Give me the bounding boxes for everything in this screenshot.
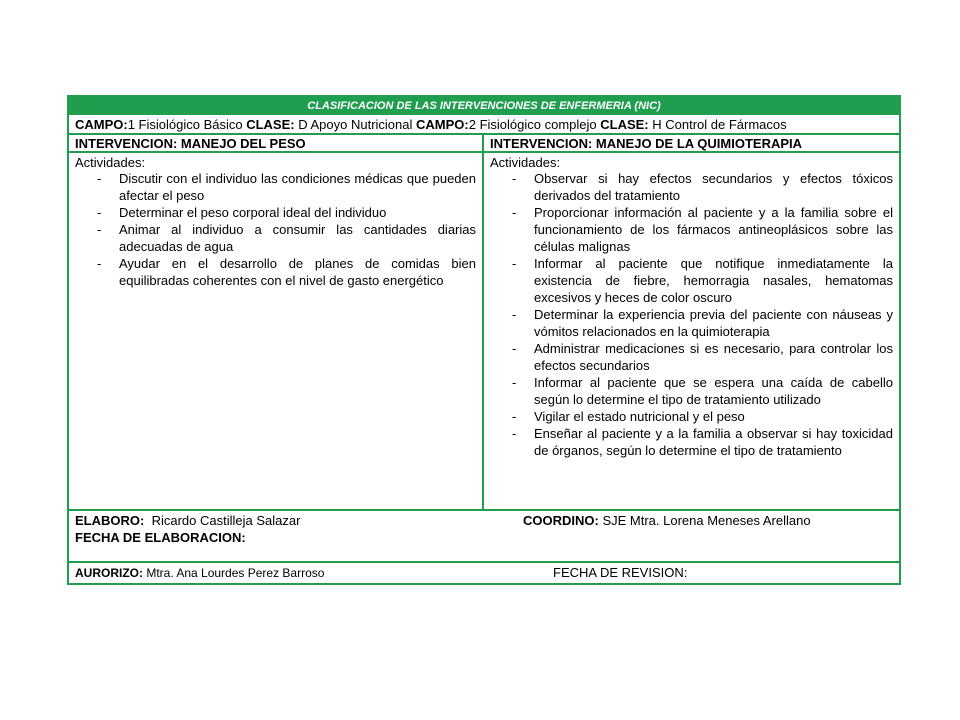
activity-text: Animar al individuo a consumir las cantidades diarias adecuadas de agua <box>119 222 476 254</box>
activity-item <box>75 170 476 204</box>
activity-text: Determinar el peso corporal ideal del individuo <box>119 205 387 220</box>
activity-text: Informar al paciente que notifique inmediatamente la existencia de fiebre, hemorragia nasales, hematomas excesivos y heces de color oscuro <box>534 256 893 305</box>
elaboro-line <box>75 513 300 528</box>
clase1-label: CLASE: <box>246 117 295 132</box>
activity-text: Determinar la experiencia previa del paciente con náuseas y vómitos relacionados en la quimioterapia <box>534 307 893 339</box>
activity-item <box>75 204 476 221</box>
nic-table <box>67 95 901 585</box>
dash-bullet: - <box>512 171 517 186</box>
activity-text: Administrar medicaciones si es necesario, para controlar los efectos secundarios <box>534 341 893 373</box>
intervention-left: INTERVENCION: MANEJO DEL PESO <box>69 135 484 151</box>
table-title: CLASIFICACION DE LAS INTERVENCIONES DE ENFERMERIA (NIC) <box>69 97 899 115</box>
campo2-label: CAMPO: <box>416 117 469 132</box>
intervention-right: INTERVENCION: MANEJO DE LA QUIMIOTERAPIA <box>490 136 803 151</box>
campo1-label: CAMPO: <box>75 117 128 132</box>
dash-bullet: - <box>97 256 102 271</box>
coordino-value: SJE Mtra. Lorena Meneses Arellano <box>598 513 811 528</box>
campo-row <box>69 115 899 135</box>
signature-row <box>69 511 899 563</box>
dash-bullet: - <box>512 341 517 356</box>
aurorizo-value: Mtra. Ana Lourdes Perez Barroso <box>143 566 325 580</box>
coordino-label: COORDINO: <box>523 513 599 528</box>
elaboro-value: Ricardo Castilleja Salazar <box>144 513 301 528</box>
activities-left-list <box>75 170 476 289</box>
activity-item <box>490 306 893 340</box>
dash-bullet: - <box>512 256 517 271</box>
activity-item <box>75 255 476 289</box>
dash-bullet: - <box>97 171 102 186</box>
activity-text: Discutir con el individuo las condiciones médicas que pueden afectar el peso <box>119 171 476 203</box>
aurorizo-line <box>75 566 324 580</box>
activity-text: Ayudar en el desarrollo de planes de comidas bien equilibradas coherentes con el nivel de gasto energético <box>119 256 476 288</box>
aurorizo-label: AURORIZO: <box>75 566 143 580</box>
activity-text: Enseñar al paciente y a la familia a observar si hay toxicidad de órganos, según lo determine el tipo de tratamiento <box>534 426 893 458</box>
dash-bullet: - <box>512 307 517 322</box>
activities-left <box>69 153 484 509</box>
dash-bullet: - <box>512 375 517 390</box>
campo1-value: 1 Fisiológico Básico <box>127 117 247 132</box>
clase2-value: H Control de Fármacos <box>648 117 787 132</box>
activity-item <box>490 255 893 306</box>
activities-row <box>69 153 899 511</box>
fecha-elaboracion-label: FECHA DE ELABORACION: <box>75 530 246 545</box>
fecha-revision-label: FECHA DE REVISION: <box>553 565 688 580</box>
clase1-value: D Apoyo Nutricional <box>294 117 417 132</box>
clase2-label: CLASE: <box>600 117 649 132</box>
activity-text: Proporcionar información al paciente y a la familia sobre el funcionamiento de los fármacos antineoplásicos sobre las células malignas <box>534 205 893 254</box>
campo2-value: 2 Fisiológico complejo <box>468 117 601 132</box>
dash-bullet: - <box>97 222 102 237</box>
activity-text: Observar si hay efectos secundarios y efectos tóxicos derivados del tratamiento <box>534 171 893 203</box>
activity-text: Informar al paciente que se espera una caída de cabello según lo determine el tipo de tratamiento utilizado <box>534 375 893 407</box>
elaboro-label: ELABORO: <box>75 513 145 528</box>
activities-right-list <box>490 170 893 459</box>
activity-item <box>490 374 893 408</box>
activity-item <box>75 221 476 255</box>
dash-bullet: - <box>512 205 517 220</box>
dash-bullet: - <box>512 409 517 424</box>
dash-bullet: - <box>512 426 517 441</box>
intervention-row <box>69 135 899 153</box>
activity-item <box>490 204 893 255</box>
activity-item <box>490 425 893 459</box>
activities-left-label: Actividades: <box>75 155 146 170</box>
activity-text: Vigilar el estado nutricional y el peso <box>534 409 745 424</box>
fecha-elaboracion-line <box>75 530 246 545</box>
activity-item <box>490 408 893 425</box>
coordino-line <box>523 513 811 528</box>
activity-item <box>490 340 893 374</box>
activities-right-label: Actividades: <box>490 155 561 170</box>
activities-right <box>484 153 899 509</box>
dash-bullet: - <box>97 205 102 220</box>
authorization-row <box>69 563 899 583</box>
activity-item <box>490 170 893 204</box>
